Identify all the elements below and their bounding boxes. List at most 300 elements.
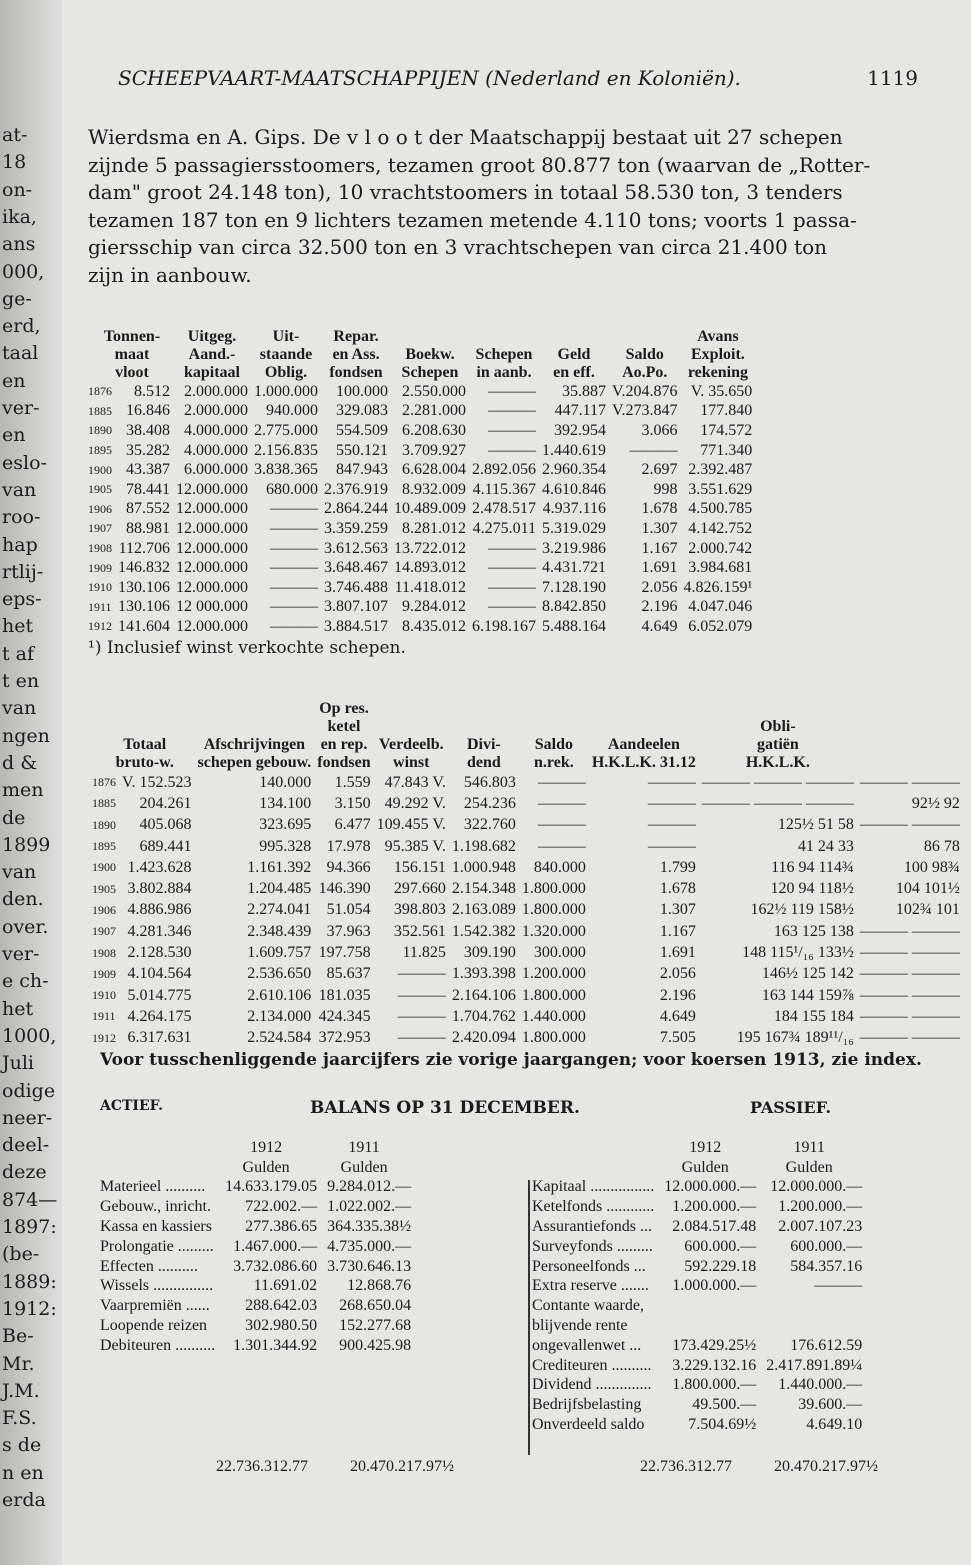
data-cell: 109.455 V. [376, 816, 446, 834]
data-cell: 148 115¹/₁₆ 133½ [742, 944, 854, 962]
data-cell: 1.800.000 [521, 986, 586, 1004]
data-cell: 5.319.029 [542, 519, 606, 537]
data-cell: 2.134.000 [247, 1007, 312, 1025]
data-cell: 35.887 [562, 382, 606, 400]
value-1912: 1.301.344.92 [233, 1336, 318, 1354]
intro-line: tezamen 187 ton en 9 lichters tezamen metende 4.110 tons; voorts 1 passa- [88, 207, 857, 232]
column-header [192, 700, 312, 718]
activa-total-1911: 20.470.217.97½ [350, 1458, 454, 1475]
year-cell: 1911 [92, 1009, 116, 1024]
column-header: bruto-w. [115, 754, 174, 771]
data-cell: 550.121 [336, 441, 388, 459]
edge-fragment: deel- [2, 1134, 50, 1157]
data-cell: 840.000 [533, 858, 586, 876]
data-cell: ——— [488, 559, 536, 577]
value-1912: 3.229.132.16 [672, 1356, 757, 1374]
data-cell: V.204.876 [612, 382, 678, 400]
item-name: blijvende rente [532, 1317, 628, 1335]
balance-row [532, 1376, 862, 1396]
table-row [88, 382, 752, 402]
data-cell: 6.477 [334, 816, 371, 834]
table-row [92, 921, 960, 942]
data-cell: 398.803 [393, 901, 446, 919]
edge-fragment: ans [2, 233, 36, 256]
data-cell: 184 155 184 [773, 1007, 854, 1025]
data-cell: ——— [537, 837, 586, 855]
column-header: Repar. [333, 328, 379, 345]
table-row [88, 421, 752, 441]
edge-fragment: 000, [2, 260, 45, 283]
edge-fragment: de [2, 806, 26, 829]
data-cell: ——— ——— ——— [701, 794, 854, 812]
data-cell: 5.488.164 [542, 617, 606, 635]
data-cell: 4.649 [641, 617, 678, 635]
value-1912: 12.000.000.— [664, 1178, 757, 1196]
unit-header: Gulden [242, 1158, 290, 1176]
data-cell: 1.000.948 [451, 858, 516, 876]
data-cell: ——— [488, 402, 536, 420]
data-cell: 1.559 [334, 773, 371, 791]
value-1911: ——— [814, 1277, 863, 1295]
data-cell: 7.128.190 [542, 578, 606, 596]
balance-row [532, 1415, 862, 1435]
year-cell: 1911 [88, 599, 112, 614]
year-cell: 1895 [88, 443, 112, 458]
data-cell: 2.550.000 [402, 382, 466, 400]
data-cell: 17.978 [326, 837, 371, 855]
data-cell: ——— [270, 500, 318, 518]
data-cell: 174.572 [700, 421, 753, 439]
value-1912: 3.732.086.60 [233, 1257, 318, 1275]
value-1911: 3.730.646.13 [327, 1257, 412, 1275]
data-cell: 771.340 [700, 441, 753, 459]
data-cell: 197.758 [318, 944, 371, 962]
data-cell: 14.893.012 [394, 559, 466, 577]
unit-header-row [532, 1158, 862, 1178]
column-header [696, 700, 854, 718]
data-cell: 3.709.927 [402, 441, 466, 459]
edge-fragment: erda [2, 1489, 46, 1511]
data-cell: 78.441 [126, 480, 170, 498]
table-row [88, 460, 752, 480]
data-cell: 140.000 [259, 773, 312, 791]
year-cell: 1885 [88, 403, 112, 418]
data-cell: 1.307 [641, 519, 678, 537]
header-row [92, 754, 960, 772]
item-name: Personeelfonds ... [532, 1257, 646, 1275]
data-cell: 1.161.392 [247, 858, 312, 876]
data-cell: 100 98¾ [903, 858, 960, 876]
value-1911: 1.200.000.— [778, 1198, 863, 1216]
data-cell: 100.000 [336, 382, 388, 400]
data-cell: 86 78 [923, 837, 960, 855]
data-cell: 3.219.986 [542, 539, 606, 557]
data-cell: 1.678 [641, 500, 678, 518]
edge-fragment: d & [2, 751, 38, 774]
edge-fragment: en [2, 424, 26, 447]
edge-fragment: over. [2, 915, 49, 938]
edge-fragment: van [2, 478, 37, 501]
activa-label: ACTIEF. [100, 1098, 164, 1114]
data-cell: 3.746.488 [324, 578, 388, 596]
data-cell: 87.552 [126, 500, 170, 518]
data-cell: 11.418.012 [394, 578, 466, 596]
data-cell: 2.056 [641, 578, 678, 596]
data-cell: 12.000.000 [176, 578, 248, 596]
column-header: en Ass. [332, 346, 380, 363]
edge-fragment: men [2, 779, 44, 802]
year-cell: 1910 [92, 988, 116, 1003]
data-cell: 177.840 [700, 402, 753, 420]
edge-fragment: erd, [2, 315, 41, 338]
column-header: H.K.L.K. [745, 754, 810, 771]
data-cell: ——— ——— [859, 773, 960, 791]
edge-fragment: rtlij- [2, 560, 44, 583]
header-row [88, 328, 752, 346]
balance-row [100, 1178, 411, 1198]
item-name: Assurantiefonds ... [532, 1218, 652, 1236]
data-cell: 2.478.517 [472, 500, 536, 518]
column-header: Obli- [760, 718, 796, 735]
data-cell: ——— [397, 1007, 446, 1025]
data-cell: 254.236 [463, 794, 516, 812]
data-cell: 300.000 [533, 944, 586, 962]
page [78, 0, 958, 1565]
data-cell: ——— [270, 578, 318, 596]
value-1911: 584.357.16 [790, 1257, 863, 1275]
data-cell: 554.509 [336, 421, 388, 439]
column-header: Divi- [466, 736, 501, 753]
data-cell: 5.014.775 [127, 986, 192, 1004]
value-1911 [756, 1296, 862, 1316]
column-header [516, 718, 586, 736]
value-1912: 7.504.69½ [688, 1416, 757, 1434]
table-footnote: ¹) Inclusief winst verkochte schepen. [88, 638, 406, 658]
column-header: gatiën [756, 736, 799, 753]
data-cell: 8.512 [134, 382, 170, 400]
data-cell: 2.864.244 [324, 500, 388, 518]
data-cell: ——— ——— [859, 965, 960, 983]
year-cell: 1907 [88, 521, 112, 536]
data-cell: 352.561 [393, 922, 446, 940]
data-cell: ——— [488, 598, 536, 616]
data-cell: 372.953 [318, 1029, 371, 1047]
value-1912 [654, 1296, 756, 1316]
data-cell: ——— ——— [859, 816, 960, 834]
data-cell: 4.000.000 [184, 441, 248, 459]
data-cell: 10.489.009 [394, 500, 466, 518]
data-cell: 995.328 [259, 837, 312, 855]
header-row [88, 364, 752, 382]
data-cell: 2.196 [641, 598, 678, 616]
data-cell: 1.609.757 [247, 944, 312, 962]
data-cell: 297.660 [393, 880, 446, 898]
column-header [606, 328, 678, 346]
balance-row [532, 1316, 862, 1336]
year-header: 1912 [689, 1138, 722, 1156]
year-cell: 1912 [88, 619, 112, 634]
column-header: Verdeelb. [378, 736, 444, 753]
data-cell: 447.117 [554, 402, 606, 420]
table-row [88, 500, 752, 520]
column-header [92, 718, 192, 736]
item-name: Loopende reizen [100, 1317, 208, 1335]
data-cell: 3.359.259 [324, 519, 388, 537]
data-cell: 3.838.365 [254, 461, 318, 479]
data-cell: 1.799 [659, 858, 696, 876]
data-cell: 4.115.367 [472, 480, 536, 498]
balance-row [100, 1296, 411, 1316]
value-1912: 277.386.65 [245, 1218, 318, 1236]
balance-row [532, 1277, 862, 1297]
item-name: Prolongatie ......... [100, 1237, 214, 1255]
table-row [88, 617, 752, 637]
data-cell: 1.198.682 [451, 837, 516, 855]
data-cell: 2.960.354 [542, 461, 606, 479]
data-cell: ——— [270, 559, 318, 577]
column-header: in aanb. [476, 364, 532, 381]
item-name: Kassa en kassiers [100, 1218, 212, 1236]
data-cell: 309.190 [463, 944, 516, 962]
unit-header: Gulden [340, 1158, 388, 1176]
data-cell: 130.106 [118, 578, 170, 596]
value-1911 [756, 1316, 862, 1336]
data-cell: 49.292 V. [384, 794, 446, 812]
balance-title: BALANS OP 31 DECEMBER. [310, 1098, 580, 1118]
balance-row [532, 1395, 862, 1415]
data-cell: 8.435.012 [402, 617, 466, 635]
column-header [371, 700, 446, 718]
edge-fragment: t af [2, 642, 35, 665]
value-1912: 2.084.517.48 [672, 1218, 757, 1236]
running-title: SCHEEPVAART-MAATSCHAPPIJEN (Nederland en Koloniën). [118, 66, 741, 90]
edge-fragment: 874— [2, 1188, 58, 1211]
data-cell: 1.167 [659, 922, 696, 940]
edge-fragment: eslo- [2, 451, 47, 474]
column-header: Aandeelen [607, 736, 680, 753]
column-header: Exploit. [691, 346, 745, 363]
data-cell: 2.348.439 [247, 922, 312, 940]
data-cell: 1.307 [659, 901, 696, 919]
column-header: Totaal [123, 736, 167, 753]
spacer-cell [100, 1158, 215, 1178]
column-header [516, 700, 586, 718]
column-header: Op res. [319, 700, 369, 717]
item-name: Kapitaal ................ [532, 1178, 655, 1196]
data-cell: 4.047.046 [688, 598, 753, 616]
balance-row [100, 1197, 411, 1217]
data-cell: 329.083 [336, 402, 388, 420]
data-cell: ——— ——— [859, 986, 960, 1004]
intro-paragraph [88, 124, 878, 289]
data-cell: 2.154.348 [451, 880, 516, 898]
adjacent-page-edge [0, 0, 62, 1565]
year-cell: 1908 [88, 541, 112, 556]
column-header: fondsen [317, 754, 371, 771]
data-cell: 3.066 [641, 421, 678, 439]
data-cell: 6.052.079 [688, 617, 753, 635]
data-cell: 13.722.012 [394, 539, 466, 557]
data-cell: 146.390 [318, 880, 371, 898]
data-cell: ——— ——— [859, 922, 960, 940]
data-cell: ——— [629, 441, 678, 459]
data-cell: 1.167 [641, 539, 678, 557]
data-cell: 1.800.000 [521, 880, 586, 898]
year-cell: 1905 [88, 482, 112, 497]
edge-fragment: taal [2, 342, 39, 365]
column-header: Saldo [534, 736, 573, 753]
data-cell: 1.200.000 [521, 965, 586, 983]
data-cell: 3.150 [334, 794, 371, 812]
year-header: 1911 [348, 1138, 380, 1156]
data-cell: 134.100 [259, 794, 312, 812]
data-cell: 47.843 V. [384, 773, 446, 791]
activa-table [100, 1138, 411, 1356]
balance-row [100, 1237, 411, 1257]
data-cell: 130.106 [118, 598, 170, 616]
edge-fragment: Mr. [2, 1352, 35, 1375]
item-name: Onverdeeld saldo [532, 1416, 645, 1434]
data-cell: 163 144 159⅞ [761, 986, 854, 1004]
value-1911: 268.650.04 [339, 1297, 412, 1315]
balance-row [532, 1178, 862, 1198]
edge-fragment: en [2, 369, 26, 392]
passiva-label: PASSIEF. [750, 1098, 832, 1117]
table-row [88, 519, 752, 539]
data-cell: 8.842.850 [542, 598, 606, 616]
header-row [92, 700, 960, 718]
balance-row [100, 1336, 411, 1356]
item-name: Materieel .......... [100, 1178, 206, 1196]
data-cell: 2.775.000 [254, 421, 318, 439]
data-cell: 680.000 [266, 480, 318, 498]
data-cell: 4.937.116 [542, 500, 606, 518]
data-cell: 2.697 [641, 461, 678, 479]
intro-line: giersschip van circa 32.500 ton en 3 vrachtschepen van circa 21.400 ton [88, 235, 828, 259]
year-header: 1911 [793, 1138, 825, 1156]
data-cell: ——— [647, 816, 696, 834]
year-cell: 1907 [92, 924, 116, 939]
column-header [371, 718, 446, 736]
data-cell: 12 000.000 [176, 598, 248, 616]
data-cell: 12.000.000 [176, 519, 248, 537]
year-cell: 1890 [92, 817, 116, 832]
value-1912: 302.980.50 [245, 1317, 318, 1335]
data-cell: 1.542.382 [451, 922, 516, 940]
value-1911: 12.000.000.— [770, 1178, 863, 1196]
edge-fragment: het [2, 615, 34, 638]
item-name: Vaarpremiën ...... [100, 1297, 210, 1315]
unit-header: Gulden [681, 1158, 729, 1176]
column-header: Aand.- [188, 346, 236, 363]
data-cell: 2.392.487 [688, 461, 753, 479]
edge-fragment: ver- [2, 397, 40, 419]
balance-row [100, 1217, 411, 1237]
data-cell: 51.054 [326, 901, 371, 919]
data-cell: 116 94 114¾ [771, 858, 854, 876]
data-cell: 12.000.000 [176, 559, 248, 577]
edge-fragment: neer- [2, 1106, 53, 1129]
table-row [88, 578, 752, 598]
edge-fragment: ver- [2, 943, 40, 965]
data-cell: ——— [270, 598, 318, 616]
data-cell: 1.423.628 [127, 858, 192, 876]
edge-fragment: 1912: [2, 1297, 57, 1320]
data-cell: 2.536.650 [247, 965, 312, 983]
data-cell: 12.000.000 [176, 500, 248, 518]
header-row [92, 736, 960, 754]
column-header [92, 700, 192, 718]
data-cell: 2.420.094 [451, 1029, 516, 1047]
data-cell: ——— [397, 965, 446, 983]
value-1912: 592.229.18 [684, 1257, 757, 1275]
data-cell: V. 152.523 [122, 773, 192, 791]
value-1912: 173.429.25½ [672, 1336, 757, 1354]
value-1911: 2.417.891.89¼ [766, 1356, 863, 1374]
data-cell: 3.807.107 [324, 598, 388, 616]
value-1912: 11.691.02 [253, 1277, 318, 1295]
column-header [466, 328, 536, 346]
value-1911: 152.277.68 [339, 1317, 412, 1335]
value-1911: 12.868.76 [347, 1277, 412, 1295]
data-cell: 163 125 138 [773, 922, 854, 940]
data-cell: 35.282 [126, 441, 170, 459]
value-1912 [654, 1316, 756, 1336]
value-1911: 4.649.10 [806, 1416, 863, 1434]
value-1912: 1.000.000.— [672, 1277, 757, 1295]
data-cell: 2.164.106 [451, 986, 516, 1004]
year-header-row [100, 1138, 411, 1158]
edge-fragment: ngen [2, 724, 50, 747]
data-cell: 323.695 [259, 816, 312, 834]
profit-dividend-table [92, 700, 960, 1049]
table-row [88, 402, 752, 422]
column-header: Schepen [475, 346, 533, 363]
data-cell: 4.264.175 [127, 1007, 192, 1025]
data-cell: 1.691 [641, 559, 678, 577]
column-header [446, 700, 516, 718]
spacer-cell [532, 1158, 654, 1178]
column-header: en eff. [553, 364, 595, 381]
year-cell: 1895 [92, 839, 116, 854]
column-header: maat [114, 346, 150, 363]
data-cell: 1.393.398 [451, 965, 516, 983]
data-cell: 6.208.630 [402, 421, 466, 439]
unit-header: Gulden [785, 1158, 833, 1176]
edge-fragment: at- [2, 124, 28, 146]
column-header: H.K.L.K. 31.12 [591, 754, 696, 771]
year-cell: 1909 [88, 560, 112, 575]
value-1912: 1.467.000.— [233, 1237, 318, 1255]
data-cell: 141.604 [118, 617, 170, 635]
balance-row [100, 1316, 411, 1336]
value-1911: 1.440.000.— [778, 1376, 863, 1394]
data-cell: 37.963 [326, 922, 371, 940]
item-name: Surveyfonds ......... [532, 1237, 653, 1255]
column-header [586, 700, 696, 718]
data-cell: 1.691 [659, 944, 696, 962]
balance-row [532, 1356, 862, 1376]
table-row [88, 598, 752, 618]
edge-fragment: n en [2, 1461, 44, 1484]
edge-fragment: 1899 [2, 833, 51, 856]
table-row [88, 480, 752, 500]
value-1911: 39.600.— [798, 1396, 863, 1414]
data-cell: 546.803 [463, 773, 516, 791]
edge-fragment: 1000, [2, 1024, 57, 1047]
year-cell: 1908 [92, 945, 116, 960]
data-cell: ——— [537, 773, 586, 791]
